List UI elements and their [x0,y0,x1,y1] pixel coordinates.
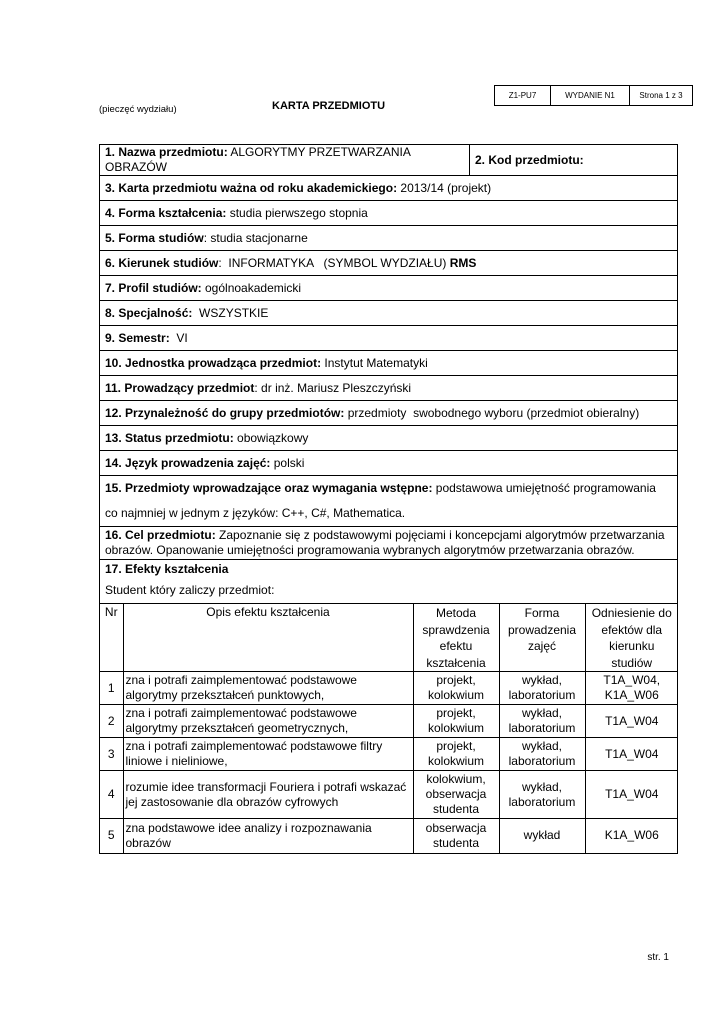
outcome-method: kolokwium, obserwacja studenta [413,771,499,819]
outcomes-header-row [100,604,678,672]
field-of-study-label: 6. Kierunek studiów [105,255,219,270]
faculty-symbol: RMS [449,255,477,270]
field-row-lecturer [100,376,678,401]
field-of-study-value: : INFORMATYKA (SYMBOL WYDZIAŁU) [218,255,450,270]
field-row-course-name [100,145,678,176]
header-method: Metoda sprawdzenia efektu kształcenia [413,604,499,672]
course-card-table [99,144,678,854]
prerequisites-label: 15. Przedmioty wprowadzające oraz wymagania wstępne: [105,481,433,495]
semester-value: VI [169,330,188,345]
outcome-row [100,672,678,705]
study-form-value: : studia stacjonarne [203,230,308,245]
language-label: 14. Język prowadzenia zajęć: [105,455,271,470]
prerequisites-value: podstawowa umiejętność programowania [432,481,656,495]
field-row-semester [100,326,678,351]
lecturer-value: : dr inż. Mariusz Pleszczyński [254,380,412,395]
outcome-method: projekt, kolokwium [413,738,499,771]
course-group-label: 12. Przynależność do grupy przedmiotów: [105,405,345,420]
outcome-description: zna i potrafi zaimplementować podstawowe algorytmy przekształceń geometrycznych, [123,705,413,738]
field-row-status [100,426,678,451]
education-form-label: 4. Forma kształcenia: [105,205,227,220]
outcome-nr: 5 [100,819,123,853]
status-value: obowiązkowy [233,430,309,445]
course-name-value: ALGORYTMY PRZETWARZANIA OBRAZÓW [105,145,411,174]
field-row-study-form [100,226,678,251]
outcome-reference: T1A_W04 [585,705,678,738]
academic-year-label: 3. Karta przedmiotu ważna od roku akademickiego: [105,180,398,195]
header-form: Forma prowadzenia zajęć [499,604,585,672]
outcome-method: obserwacja studenta [413,819,499,853]
outcome-form: wykład [499,819,585,853]
outcome-nr: 3 [100,738,123,771]
header-nr: Nr [100,604,123,672]
course-group-value: przedmioty swobodnego wyboru (przedmiot obieralny) [344,405,640,420]
field-row-course-goal [100,527,678,560]
outcome-nr: 2 [100,705,123,738]
language-value: polski [270,455,305,470]
document-page-count: Strona 1 z 3 [630,86,693,106]
page-title: KARTA PRZEDMIOTU [272,100,386,112]
outcome-reference: T1A_W04, K1A_W06 [585,672,678,705]
course-goal-label: 16. Cel przedmiotu: [105,528,216,542]
outcome-description: rozumie idee transformacji Fouriera i potrafi wskazać jej zastosowanie dla obrazów cyfrowych [123,771,413,819]
outcome-description: zna i potrafi zaimplementować podstawowe filtry liniowe i nieliniowe, [123,738,413,771]
field-row-prerequisites [100,476,678,527]
outcome-nr: 1 [100,672,123,705]
outcome-form: wykład, laboratorium [499,672,585,705]
faculty-stamp: (pieczęć wydziału) [99,104,177,115]
unit-value: Instytut Matematyki [321,355,428,370]
outcome-row [100,705,678,738]
outcome-form: wykład, laboratorium [499,738,585,771]
outcome-method: projekt, kolokwium [413,672,499,705]
prerequisites-value-line2: co najmniej w jednym z języków: C++, C#, Mathematica. [105,506,406,520]
course-goal-value: Zapoznanie się z podstawowymi pojęciami i koncepcjami algorytmów przetwarzania obrazów. Opanowanie umiejętności programowania wybranych algorytmów przetwarzania obrazów. [105,528,665,557]
field-row-field-of-study [100,251,678,276]
document-code: Z1-PU7 [495,86,551,106]
lecturer-label: 11. Prowadzący przedmiot [105,380,255,395]
field-row-language [100,451,678,476]
study-profile-value: ogólnoakademicki [201,280,302,295]
semester-label: 9. Semestr: [105,330,170,345]
learning-outcomes-intro: Student który zaliczy przedmiot: [105,583,275,597]
outcome-method: projekt, kolokwium [413,705,499,738]
field-row-course-group [100,401,678,426]
outcome-reference: T1A_W04 [585,738,678,771]
document-code-box [494,85,693,106]
course-name-label: 1. Nazwa przedmiotu: [105,145,228,159]
field-row-unit [100,351,678,376]
specialization-value: WSZYSTKIE [192,305,269,320]
outcome-row [100,738,678,771]
learning-outcomes-table [100,603,678,853]
outcome-form: wykład, laboratorium [499,705,585,738]
field-row-learning-outcomes [100,560,678,854]
study-profile-label: 7. Profil studiów: [105,280,202,295]
outcome-nr: 4 [100,771,123,819]
outcome-reference: K1A_W06 [585,819,678,853]
field-row-academic-year [100,176,678,201]
outcome-description: zna i potrafi zaimplementować podstawowe algorytmy przekształceń punktowych, [123,672,413,705]
field-row-study-profile [100,276,678,301]
document-edition: WYDANIE N1 [551,86,630,106]
education-form-value: studia pierwszego stopnia [226,205,368,220]
unit-label: 10. Jednostka prowadząca przedmiot: [105,355,322,370]
outcome-description: zna podstawowe idee analizy i rozpoznawania obrazów [123,819,413,853]
outcome-row [100,771,678,819]
outcome-form: wykład, laboratorium [499,771,585,819]
field-row-education-form [100,201,678,226]
header-reference: Odniesienie do efektów dla kierunku studiów [585,604,678,672]
outcome-row [100,819,678,853]
outcome-reference: T1A_W04 [585,771,678,819]
status-label: 13. Status przedmiotu: [105,430,234,445]
field-row-specialization [100,301,678,326]
specialization-label: 8. Specjalność: [105,305,193,320]
course-code-label: 2. Kod przedmiotu: [475,152,584,167]
study-form-label: 5. Forma studiów [105,230,204,245]
learning-outcomes-label: 17. Efekty kształcenia [105,562,229,576]
academic-year-value: 2013/14 (projekt) [397,180,492,195]
header-description: Opis efektu kształcenia [123,604,413,672]
page-number: str. 1 [647,952,669,963]
